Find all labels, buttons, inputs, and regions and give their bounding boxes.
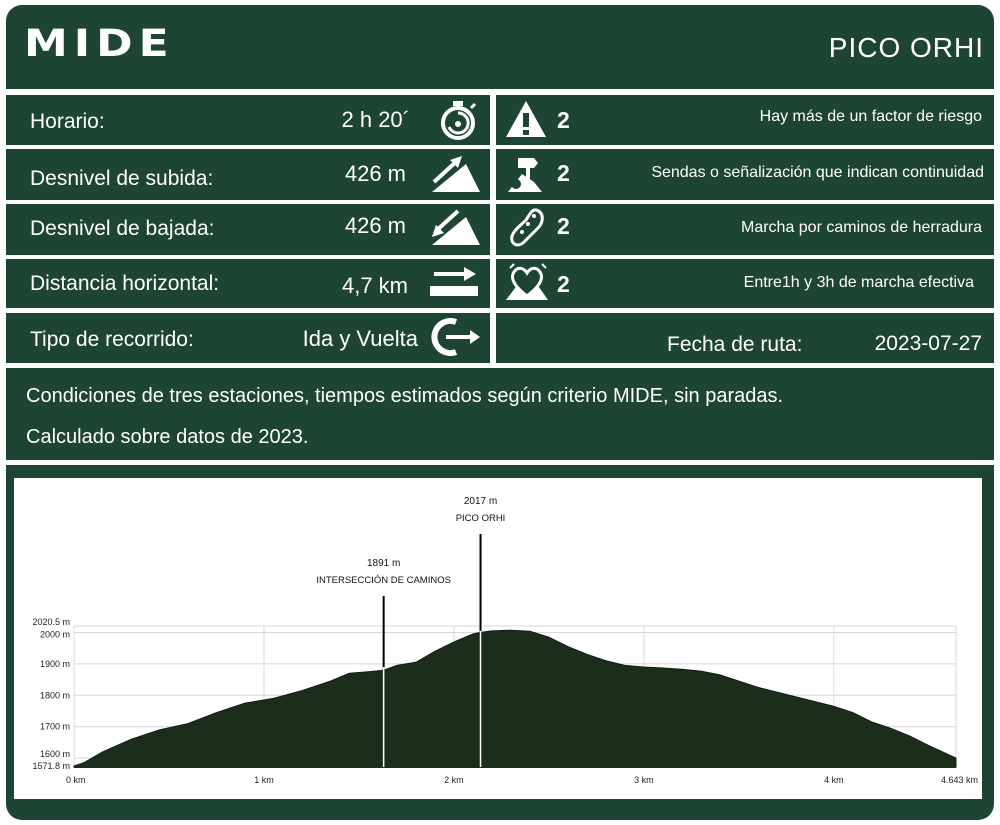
ascent-icon xyxy=(428,154,482,194)
y-tick-label: 1900 m xyxy=(39,658,70,669)
rating-desc-effort: Entre1h y 3h de marcha efectiva xyxy=(743,274,974,291)
row-divider xyxy=(6,145,994,149)
row-divider xyxy=(6,255,994,259)
mide-logo: MIDE xyxy=(24,22,175,66)
row-divider xyxy=(6,308,994,313)
rating-score-terrain: 2 xyxy=(557,213,570,239)
stat-value-descent: 426 m xyxy=(344,213,406,238)
y-tick-label: 1571.8 m xyxy=(32,761,70,771)
y-tick-label: 1600 m xyxy=(39,749,70,760)
signpost-icon xyxy=(504,154,548,194)
stat-label-descent: Desnivel de bajada: xyxy=(30,217,215,240)
stopwatch-icon xyxy=(436,99,480,141)
stat-label-ascent: Desnivel de subida: xyxy=(30,167,214,190)
x-tick-label: 3 km xyxy=(634,775,654,785)
rating-score-risk: 2 xyxy=(557,107,570,133)
stat-value-horario: 2 h 20´ xyxy=(341,107,410,132)
annotation-elevation: 1891 m xyxy=(366,558,401,569)
elevation-area xyxy=(74,630,956,767)
rating-desc-orientation: Sendas o señalización que indican continuidad xyxy=(651,164,984,181)
y-tick-label: 1800 m xyxy=(39,690,70,701)
descent-icon xyxy=(428,207,482,247)
rating-score-orientation: 2 xyxy=(557,160,570,186)
stat-value-ascent: 426 m xyxy=(344,161,406,186)
route-title: PICO ORHI xyxy=(828,32,984,63)
row-divider xyxy=(6,363,994,368)
y-tick-label: 2020.5 m xyxy=(32,617,70,627)
annotation-label: PICO ORHI xyxy=(455,513,506,524)
effort-icon xyxy=(504,260,550,302)
conditions-line: Condiciones de tres estaciones, tiempos estimados según criterio MIDE, sin paradas. xyxy=(26,385,784,407)
route-date-label: Fecha de ruta: xyxy=(667,333,803,356)
round-trip-icon xyxy=(426,316,482,358)
y-tick-label: 2000 m xyxy=(39,629,70,640)
conditions-line: Calculado sobre datos de 2023. xyxy=(26,426,309,448)
stat-label-route-type: Tipo de recorrido: xyxy=(30,328,194,351)
x-tick-label: 4.643 km xyxy=(940,775,978,785)
annotation-elevation: 2017 m xyxy=(463,496,498,507)
footprint-icon xyxy=(506,206,548,248)
stat-label-horario: Horario: xyxy=(30,110,105,133)
y-tick-label: 1700 m xyxy=(39,721,70,732)
distance-icon xyxy=(430,264,478,298)
x-tick-label: 1 km xyxy=(254,775,274,785)
rating-desc-terrain: Marcha por caminos de herradura xyxy=(740,219,982,236)
stat-value-distance: 4,7 km xyxy=(341,273,408,298)
row-divider xyxy=(6,200,994,204)
x-tick-label: 4 km xyxy=(824,775,844,785)
annotation-label: INTERSECCIÓN DE CAMINOS xyxy=(316,575,451,586)
stat-label-distance: Distancia horizontal: xyxy=(30,272,220,295)
elevation-profile-chart xyxy=(14,478,982,799)
rating-score-effort: 2 xyxy=(557,271,570,297)
rating-desc-risk: Hay más de un factor de riesgo xyxy=(759,108,982,125)
row-divider xyxy=(6,460,994,465)
route-date-value: 2023-07-27 xyxy=(874,332,982,355)
stat-value-route-type: Ida y Vuelta xyxy=(302,326,418,351)
row-divider xyxy=(6,89,994,95)
column-divider xyxy=(490,95,496,363)
x-tick-label: 2 km xyxy=(444,775,464,785)
x-tick-label: 0 km xyxy=(66,775,86,785)
warning-icon xyxy=(504,99,548,139)
